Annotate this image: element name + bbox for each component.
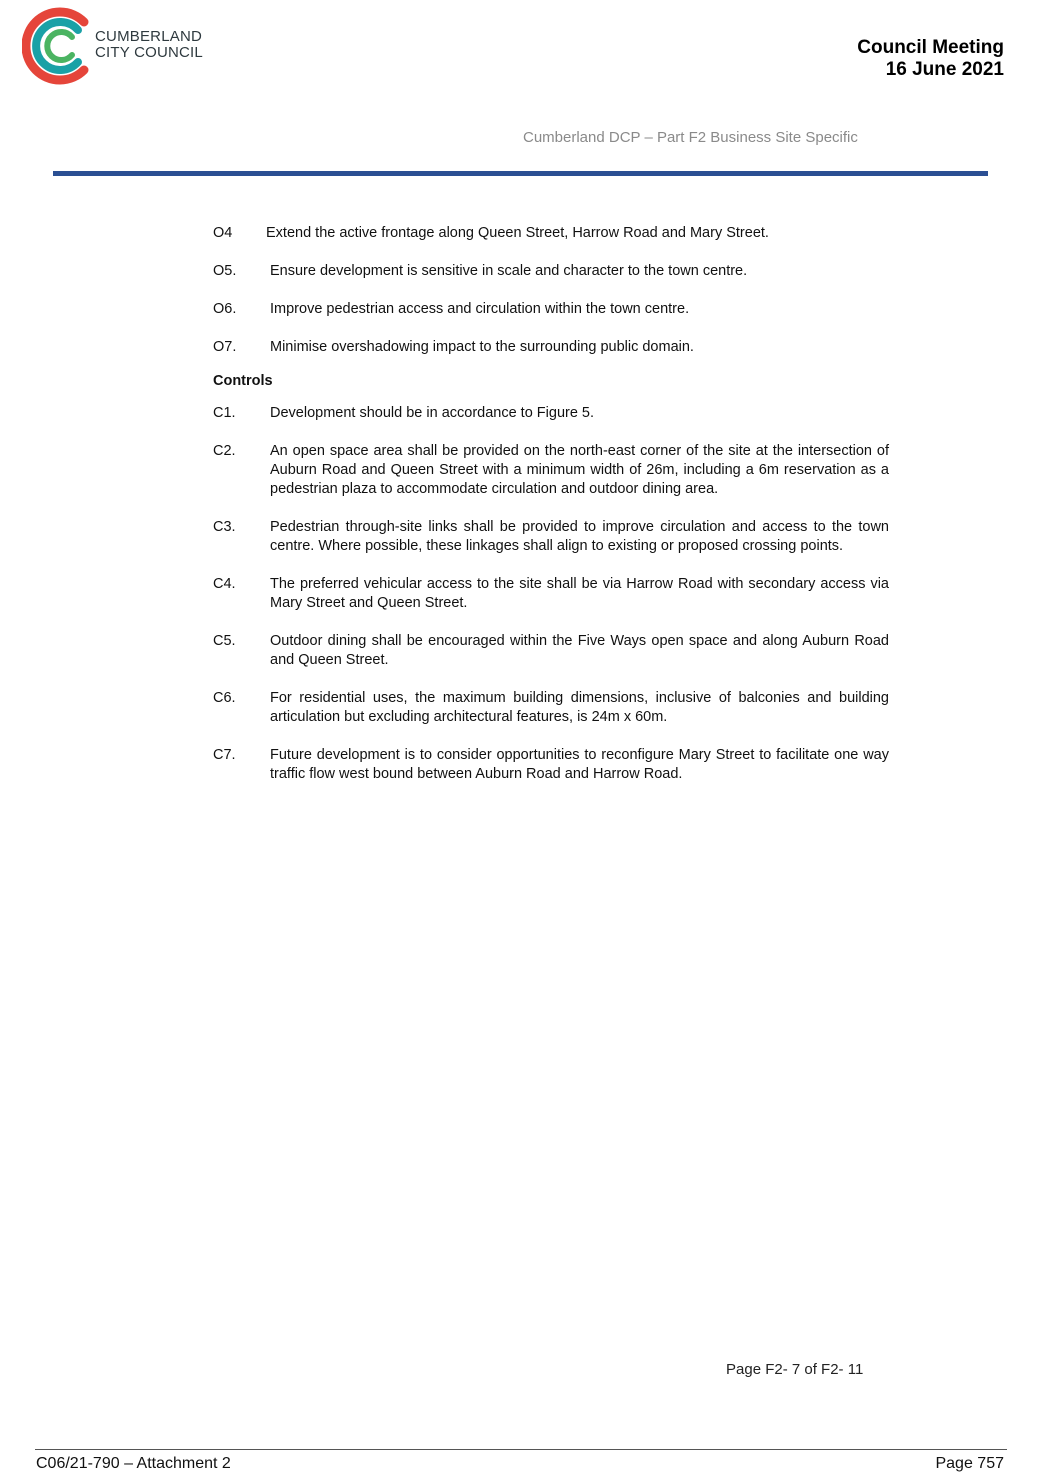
- control-number: C1.: [213, 405, 236, 421]
- controls-heading: Controls: [213, 373, 273, 389]
- control-text: An open space area shall be provided on the north-east corner of the site at the intersection of Auburn Road and Queen Street with a minimum width of 26m, including a 6m reservation as a pedestrian plaza to accommodate circulation and outdoor dining area.: [270, 443, 889, 497]
- control-item: [213, 442, 889, 499]
- objective-number: O5.: [213, 263, 237, 279]
- control-item: [213, 632, 889, 670]
- footer-attachment-ref: C06/21-790 – Attachment 2: [36, 1455, 231, 1472]
- meeting-title: Council Meeting: [857, 37, 1004, 58]
- logo-line-2: CITY COUNCIL: [95, 44, 203, 61]
- objective-number: O4: [213, 225, 233, 241]
- control-item: [213, 518, 889, 556]
- council-logo-icon: [22, 6, 94, 86]
- control-number: C3.: [213, 519, 236, 535]
- objective-item: [213, 224, 889, 243]
- objective-number: O7.: [213, 339, 237, 355]
- footer-divider: [35, 1449, 1007, 1450]
- objective-text: Improve pedestrian access and circulation within the town centre.: [270, 301, 690, 317]
- control-number: C4.: [213, 576, 236, 592]
- document-header: Cumberland DCP – Part F2 Business Site Specific: [523, 129, 858, 146]
- meeting-info: [857, 37, 1004, 81]
- objective-number: O6.: [213, 301, 237, 317]
- control-number: C2.: [213, 443, 236, 459]
- council-logo-text: [95, 29, 203, 61]
- objective-item: [213, 300, 889, 319]
- control-text: Outdoor dining shall be encouraged within the Five Ways open space and along Auburn Road and Queen Street.: [270, 633, 889, 668]
- objective-text: Extend the active frontage along Queen Street, Harrow Road and Mary Street.: [266, 225, 769, 241]
- logo-line-1: CUMBERLAND: [95, 28, 203, 45]
- control-text: Future development is to consider opportunities to reconfigure Mary Street to facilitate one way traffic flow west bound between Auburn Road and Harrow Road.: [270, 747, 889, 782]
- control-item: [213, 575, 889, 613]
- control-item: [213, 746, 889, 784]
- control-text: For residential uses, the maximum building dimensions, inclusive of balconies and building articulation but excluding architectural features, is 24m x 60m.: [270, 690, 889, 725]
- control-item: [213, 404, 889, 423]
- section-page-number: Page F2- 7 of F2- 11: [726, 1361, 864, 1378]
- control-text: Development should be in accordance to Figure 5.: [270, 405, 595, 421]
- council-logo: [22, 6, 212, 86]
- document-body: [213, 224, 889, 803]
- footer-page-number: Page 757: [935, 1455, 1004, 1472]
- objective-text: Minimise overshadowing impact to the surrounding public domain.: [270, 339, 694, 355]
- control-text: The preferred vehicular access to the site shall be via Harrow Road with secondary access via Mary Street and Queen Street.: [270, 576, 889, 611]
- control-number: C7.: [213, 747, 236, 763]
- control-item: [213, 689, 889, 727]
- header-divider: [53, 171, 988, 176]
- objective-text: Ensure development is sensitive in scale and character to the town centre.: [270, 263, 748, 279]
- meeting-date: 16 June 2021: [885, 59, 1004, 80]
- objective-item: [213, 338, 889, 357]
- control-text: Pedestrian through-site links shall be provided to improve circulation and access to the town centre. Where possible, these linkages shall align to existing or proposed crossing points.: [270, 519, 889, 554]
- objective-item: [213, 262, 889, 281]
- control-number: C6.: [213, 690, 236, 706]
- control-number: C5.: [213, 633, 236, 649]
